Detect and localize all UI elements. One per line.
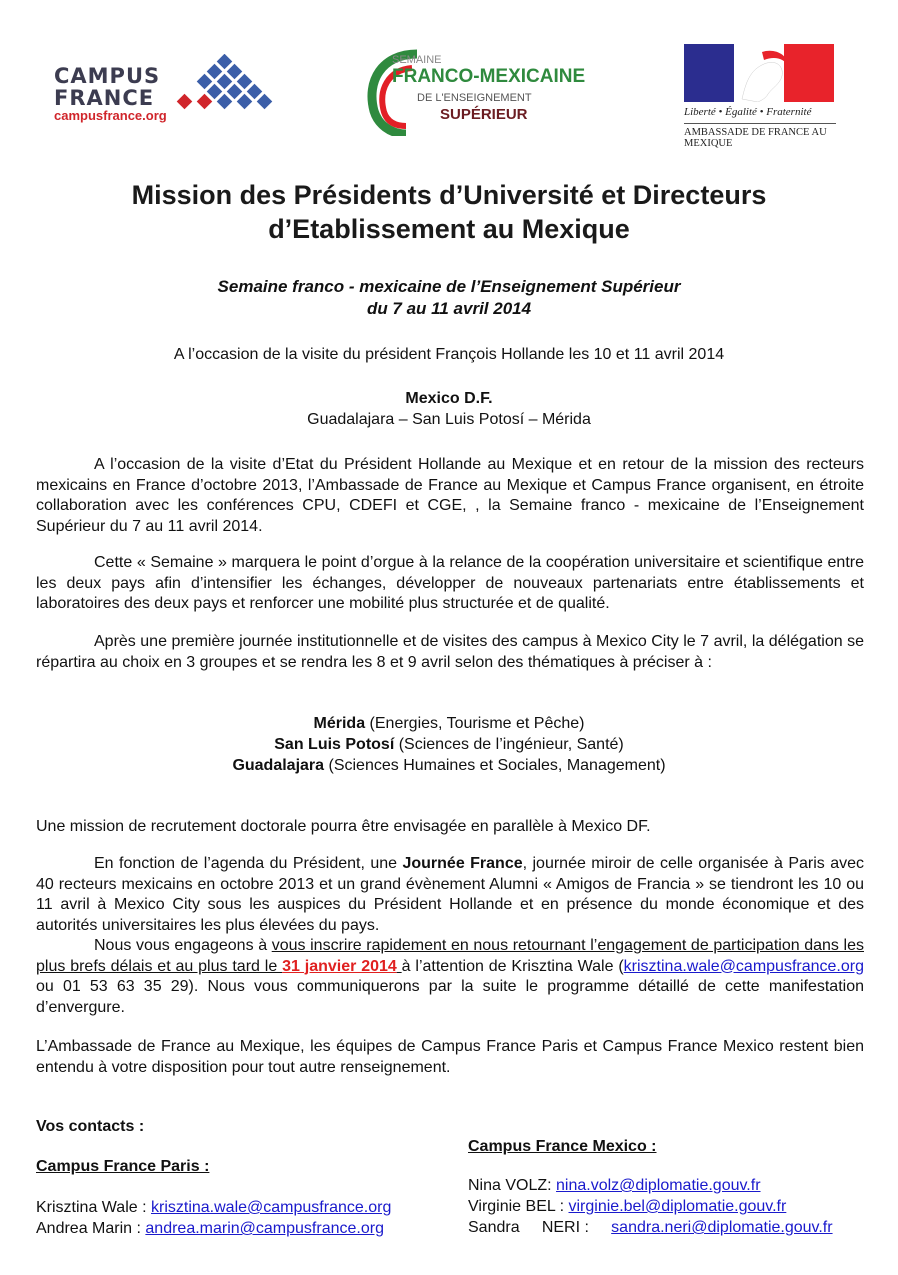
- paragraph-5: [36, 854, 864, 936]
- contact-row: [468, 1175, 868, 1196]
- group-themes: (Sciences Humaines et Sociales, Management): [324, 757, 666, 774]
- group-city: Mérida: [313, 715, 366, 732]
- location-block: [60, 388, 838, 430]
- location-cities: Guadalajara – San Luis Potosí – Mérida: [307, 411, 591, 428]
- group-item: [60, 755, 838, 776]
- campus-france-logo-line2: FRANCE: [54, 86, 155, 110]
- contact-name: Andrea Marin :: [36, 1220, 146, 1237]
- campus-france-logo-line1: CAMPUS: [54, 64, 161, 88]
- contact-name: Sandra NERI :: [468, 1219, 612, 1236]
- paragraph-3: Après une première journée institutionnelle et de visites des campus à Mexico City le 7 avril, la délégation se répartira au choix en 3 groupes et se rendra les 8 et 9 avril selon des thématiques à préciser à :: [36, 633, 864, 671]
- ambassade-logo: [680, 44, 840, 149]
- paragraph-1: A l’occasion de la visite d’Etat du Président Hollande au Mexique et en retour de la mission des recteurs mexicains en France d’octobre 2013, l’Ambassade de France au Mexique et Campus France organisent, en étroite collaboration avec les conférences CPU, CDEFI et CGE, , la Semaine franco - mexicaine de l’Enseignement Supérieur du 7 au 11 avril 2014.: [36, 456, 864, 535]
- location-main: Mexico D.F.: [405, 390, 493, 407]
- campus-france-logo: [52, 52, 287, 132]
- paris-heading: Campus France Paris :: [36, 1158, 210, 1175]
- contact-name: Virginie BEL :: [468, 1198, 569, 1215]
- occasion-line: A l’occasion de la visite du président François Hollande les 10 et 11 avril 2014: [173, 346, 725, 363]
- page-title-line1: Mission des Présidents d’Université et Directeurs: [131, 180, 767, 210]
- paragraph-5-end: , journée miroir de celle organisée à Paris avec 40 recteurs mexicains en octobre 2013 et un grand évènement Alumni « Amigos de Francia » se tiendront les 10 ou 11 avril à Mexico City sous les auspices du Président Hollande et en présence du monde économique et des autorités universitaires les plus élevées du pays.: [36, 855, 865, 934]
- semaine-logo-line3: DE L'ENSEIGNEMENT: [417, 92, 532, 104]
- paragraph-6-mid: à l’attention de Krisztina Wale (: [401, 957, 624, 975]
- contact-name: Nina VOLZ:: [468, 1177, 557, 1194]
- group-item: [60, 734, 838, 755]
- semaine-logo-line4: SUPÉRIEUR: [440, 106, 528, 123]
- page-subtitle-line2: du 7 au 11 avril 2014: [366, 299, 532, 318]
- contact-email-link[interactable]: krisztina.wale@campusfrance.org: [623, 957, 864, 975]
- paris-contacts: [36, 1156, 436, 1239]
- paragraph-5-start: En fonction de l’agenda du Président, une: [94, 855, 403, 872]
- paragraph-6-end: ou 01 53 63 35 29). Nous vous communiquerons par la suite le programme détaillé de cette manifestation d’envergure.: [36, 978, 864, 1016]
- contact-name: Krisztina Wale :: [36, 1199, 151, 1216]
- page-subtitle-line1: Semaine franco - mexicaine de l’Enseignement Supérieur: [217, 277, 681, 296]
- page-title-line2: d’Etablissement au Mexique: [268, 214, 630, 244]
- contact-email-link[interactable]: nina.volz@diplomatie.gouv.fr: [556, 1177, 761, 1194]
- contact-row: [468, 1196, 868, 1217]
- mexico-contacts: [468, 1136, 868, 1238]
- group-item: [60, 713, 838, 734]
- ambassade-divider: [684, 123, 836, 124]
- paragraph-4: Une mission de recrutement doctorale pourra être envisagée en parallèle à Mexico DF.: [36, 818, 651, 835]
- contacts-heading: Vos contacts :: [36, 1118, 145, 1135]
- campus-france-diamond-icon: [167, 54, 287, 114]
- semaine-logo-line2: FRANCO-MEXICAINE: [392, 66, 586, 87]
- group-city: Guadalajara: [232, 757, 325, 774]
- group-themes: (Sciences de l’ingénieur, Santé): [394, 736, 624, 753]
- contact-row: [468, 1217, 868, 1238]
- paragraph-7: L’Ambassade de France au Mexique, les équipes de Campus France Paris et Campus France Mexico restent bien entendu à votre disposition pour tout autre renseignement.: [36, 1038, 864, 1076]
- ambassade-motto: Liberté • Égalité • Fraternité: [684, 106, 812, 118]
- contact-row: [36, 1218, 436, 1239]
- paragraph-6: [36, 936, 864, 1018]
- page-subtitle: [60, 276, 838, 320]
- group-city: San Luis Potosí: [274, 736, 395, 753]
- paragraph-2: Cette « Semaine » marquera le point d’orgue à la relance de la coopération universitaire et scientifique entre les deux pays afin d’intensifier les échanges, développer de nouveaux partenariats entre établissements et laboratoires des deux pays et renforcer une mobilité plus structurée et de qualité.: [36, 554, 864, 612]
- registration-request: vous inscrire rapidement en nous retournant l’engagement de participation dans les plus brefs délais et au plus tard le: [36, 937, 864, 975]
- contact-row: [36, 1197, 436, 1218]
- mexico-heading: Campus France Mexico :: [468, 1138, 657, 1155]
- marianne-icon: [684, 44, 834, 102]
- deadline-date: 31 janvier 2014: [282, 957, 397, 975]
- groups-list: [60, 713, 838, 776]
- contact-email-link[interactable]: sandra.neri@diplomatie.gouv.fr: [611, 1219, 833, 1236]
- semaine-logo-line1: SEMAINE: [392, 54, 442, 66]
- page-title: [60, 178, 838, 246]
- contact-email-link[interactable]: virginie.bel@diplomatie.gouv.fr: [568, 1198, 787, 1215]
- journee-france: Journée France: [402, 855, 523, 872]
- ambassade-name: AMBASSADE DE FRANCE AU MEXIQUE: [684, 127, 827, 149]
- group-themes: (Energies, Tourisme et Pêche): [365, 715, 585, 732]
- contact-email-link[interactable]: krisztina.wale@campusfrance.org: [151, 1199, 392, 1216]
- paragraph-6-start: Nous vous engageons à: [94, 937, 272, 954]
- semaine-logo: [362, 44, 592, 139]
- campus-france-logo-url: campusfrance.org: [54, 108, 167, 123]
- contact-email-link[interactable]: andrea.marin@campusfrance.org: [145, 1220, 384, 1237]
